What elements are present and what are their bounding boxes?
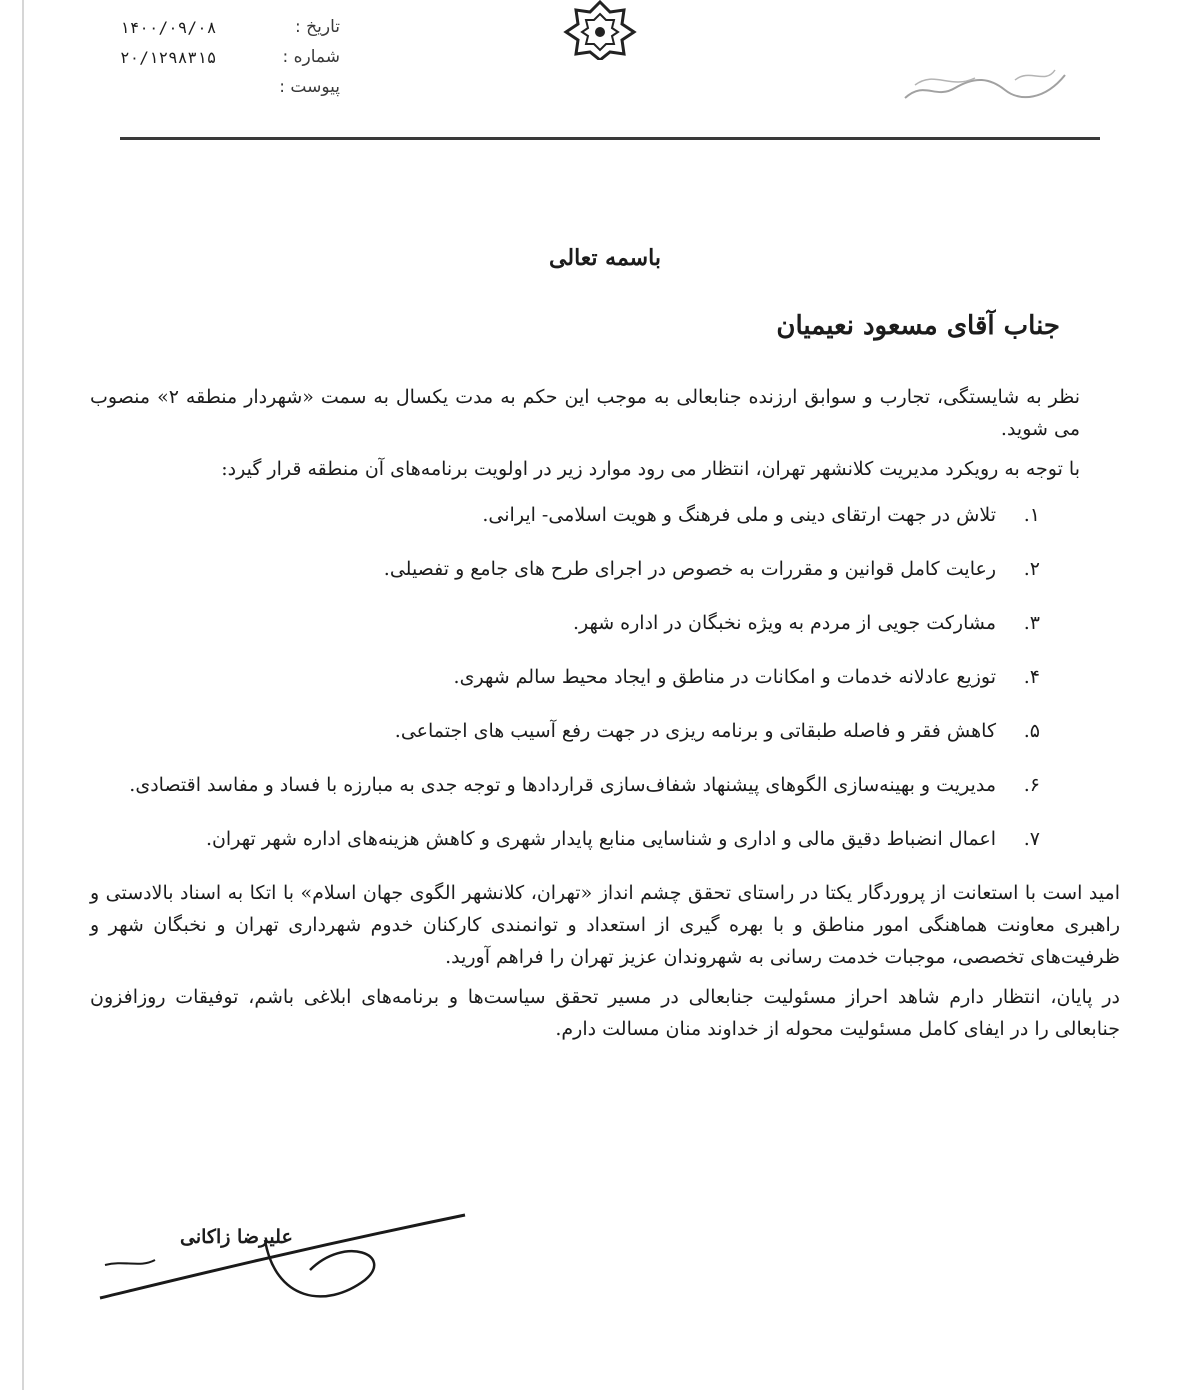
tehran-municipality-emblem-icon <box>550 0 650 60</box>
item-number: ۷. <box>1023 828 1040 850</box>
item-text: تلاش در جهت ارتقای دینی و ملی فرهنگ و هویت اسلامی- ایرانی. <box>482 504 996 526</box>
letter-meta <box>120 12 340 102</box>
list-item <box>90 823 1040 855</box>
page-edge <box>22 0 24 1390</box>
item-number: ۴. <box>1023 666 1040 688</box>
number-row <box>120 42 340 72</box>
list-item <box>90 661 1040 693</box>
item-number: ۳. <box>1023 612 1040 634</box>
intro-paragraph-1: نظر به شایستگی، تجارب و سوابق ارزنده جنابعالی به موجب این حکم به مدت یکسال به سمت «شهردار منطقه ۲» منصوب می شوید. <box>90 386 1080 440</box>
letter-body <box>90 245 1120 1053</box>
item-number: ۵. <box>1023 720 1040 742</box>
item-text: توزیع عادلانه خدمات و امکانات در مناطق و ایجاد محیط سالم شهری. <box>453 666 996 688</box>
item-text: مشارکت جویی از مردم به ویژه نخبگان در اداره شهر. <box>572 612 996 634</box>
item-number: ۲. <box>1023 558 1040 580</box>
signature-icon <box>95 1210 485 1310</box>
item-text: اعمال انضباط دقیق مالی و اداری و شناسایی منابع پایدار شهری و کاهش هزینه‌های اداره شهر تهران. <box>205 828 996 850</box>
list-item <box>90 769 1040 801</box>
item-text: مدیریت و بهینه‌سازی الگوهای پیشنهاد شفاف‌سازی قرارداد‌ها و توجه جدی به مبارزه با فساد و مفاسد اقتصادی. <box>129 774 996 796</box>
number-label: شماره : <box>282 47 340 67</box>
date-label: تاریخ : <box>295 17 340 37</box>
attachment-label: پیوست : <box>279 77 340 97</box>
item-text: کاهش فقر و فاصله طبقاتی و برنامه ریزی در جهت رفع آسیب های اجتماعی. <box>394 720 996 742</box>
organization-logo-icon <box>895 60 1075 110</box>
list-item <box>90 715 1040 747</box>
list-item <box>90 499 1040 531</box>
priority-list <box>90 499 1120 855</box>
closing-paragraph-2: در پایان، انتظار دارم شاهد احراز مسئولیت جنابعالی در مسیر تحقق سیاست‌ها و برنامه‌های ابلاغی باشم، توفیقات روزافزون جنابعالی را در ایفای کامل مسئولیت محوله از خداوند منان مسالت دارم. <box>90 986 1120 1040</box>
closing-paragraph-1: امید است با استعانت از پروردگار یکتا در راستای تحقق چشم انداز «تهران، کلانشهر الگوی جهان اسلام» با اتکا به اسناد بالادستی و راهبری معاونت هماهنگی امور مناطق و با بهره گیری از استعداد و توانمندی کارکنان خدوم شهرداری تهران و نخبگان شهر و ظرفیت‌های تخصصی، موجبات خدمت رسانی به شهروندان عزیز تهران را فراهم آورید. <box>90 882 1120 968</box>
item-text: رعایت کامل قوانین و مقررات به خصوص در اجرای طرح های جامع و تفصیلی. <box>383 558 996 580</box>
date-row <box>120 12 340 42</box>
list-item <box>90 607 1040 639</box>
intro-paragraph-2: با توجه به رویکرد مدیریت کلانشهر تهران، انتظار می رود موارد زیر در اولویت برنامه‌های آن منطقه قرار گیرد: <box>221 458 1080 480</box>
date-value: ۱۴۰۰/۰۹/۰۸ <box>120 17 217 37</box>
number-value: ۲۰/۱۲۹۸۳۱۵ <box>120 47 217 67</box>
item-number: ۶. <box>1023 774 1040 796</box>
attachment-row <box>120 72 340 102</box>
header-divider <box>120 137 1100 140</box>
signer-name: علیرضا زاکانی <box>180 1226 293 1248</box>
item-number: ۱. <box>1023 504 1040 526</box>
recipient: جناب آقای مسعود نعیمیان <box>776 311 1060 341</box>
list-item <box>90 553 1040 585</box>
salutation: باسمه تعالی <box>549 245 661 271</box>
